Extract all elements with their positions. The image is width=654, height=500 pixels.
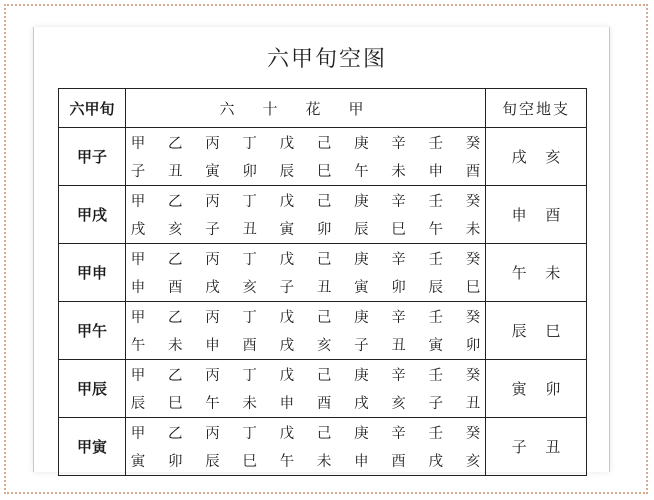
header-empty-branches: 旬空地支 [486, 89, 587, 128]
branch-char: 戌 [279, 338, 295, 354]
branch-char: 戌 [205, 280, 220, 296]
branches-line [126, 331, 485, 359]
stem-char: 戊 [279, 368, 295, 384]
cycle-cell [126, 128, 486, 186]
empty-branches-cell: 申 酉 [486, 186, 587, 244]
stem-char: 庚 [354, 252, 369, 268]
table-body [59, 128, 587, 476]
stem-char: 壬 [428, 194, 443, 210]
stem-char: 丁 [242, 252, 257, 268]
branch-char: 未 [316, 454, 332, 470]
stem-char: 庚 [354, 136, 369, 152]
stem-char: 庚 [354, 310, 369, 326]
branch-char: 午 [428, 222, 443, 238]
stem-char: 己 [316, 368, 332, 384]
stem-char: 壬 [428, 310, 443, 326]
xun-name-cell: 甲辰 [59, 360, 126, 418]
stem-char: 丁 [242, 136, 257, 152]
cycle-cell [126, 360, 486, 418]
branch-char: 寅 [130, 454, 146, 470]
stem-char: 辛 [391, 252, 406, 268]
stems-line [126, 245, 485, 273]
branches-line [126, 273, 485, 301]
stem-char: 丙 [205, 194, 220, 210]
xun-kong-table [58, 88, 587, 476]
table-header-row [59, 89, 587, 128]
xun-name-cell: 甲申 [59, 244, 126, 302]
branch-char: 未 [391, 164, 406, 180]
branch-char: 未 [242, 396, 257, 412]
header-cycle: 六十花甲 [126, 89, 486, 128]
stem-char: 己 [316, 252, 332, 268]
stem-char: 己 [316, 194, 332, 210]
stem-char: 乙 [167, 194, 183, 210]
cycle-cell [126, 418, 486, 476]
branch-char: 申 [279, 396, 295, 412]
stems-line [126, 187, 485, 215]
stem-char: 丙 [205, 252, 220, 268]
branch-char: 午 [205, 396, 220, 412]
branch-char: 寅 [279, 222, 295, 238]
stem-char: 癸 [465, 310, 481, 326]
branch-char: 午 [279, 454, 295, 470]
stem-char: 丁 [242, 194, 257, 210]
stems-line [126, 303, 485, 331]
stem-char: 己 [316, 310, 332, 326]
stems-line [126, 361, 485, 389]
stems-line [126, 129, 485, 157]
branch-char: 午 [130, 338, 146, 354]
branch-char: 辰 [354, 222, 369, 238]
stem-char: 辛 [391, 426, 406, 442]
branches-line [126, 157, 485, 185]
branches-line [126, 215, 485, 243]
branch-char: 寅 [205, 164, 220, 180]
branch-char: 子 [354, 338, 369, 354]
table-row [59, 128, 587, 186]
branch-char: 丑 [242, 222, 257, 238]
branch-char: 寅 [428, 338, 443, 354]
stem-char: 壬 [428, 426, 443, 442]
stem-char: 壬 [428, 252, 443, 268]
stem-char: 甲 [130, 252, 146, 268]
stem-char: 甲 [130, 368, 146, 384]
stem-char: 丙 [205, 368, 220, 384]
stem-char: 戊 [279, 252, 295, 268]
branch-char: 卯 [316, 222, 332, 238]
branch-char: 未 [167, 338, 183, 354]
stem-char: 甲 [130, 426, 146, 442]
xun-name-cell: 甲戌 [59, 186, 126, 244]
branches-line [126, 389, 485, 417]
stem-char: 丁 [242, 310, 257, 326]
stem-char: 癸 [465, 252, 481, 268]
stem-char: 甲 [130, 194, 146, 210]
stem-char: 癸 [465, 136, 481, 152]
branch-char: 子 [130, 164, 146, 180]
branch-char: 丑 [316, 280, 332, 296]
branch-char: 辰 [130, 396, 146, 412]
table-row [59, 418, 587, 476]
stem-char: 丁 [242, 368, 257, 384]
branch-char: 子 [279, 280, 295, 296]
branch-char: 卯 [465, 338, 481, 354]
branch-char: 申 [130, 280, 146, 296]
branch-char: 酉 [242, 338, 257, 354]
cycle-cell [126, 302, 486, 360]
branch-char: 申 [205, 338, 220, 354]
empty-branches-cell: 子 丑 [486, 418, 587, 476]
branch-char: 申 [354, 454, 369, 470]
xun-name-cell: 甲寅 [59, 418, 126, 476]
stem-char: 辛 [391, 136, 406, 152]
stem-char: 戊 [279, 426, 295, 442]
branch-char: 巳 [391, 222, 406, 238]
branch-char: 申 [428, 164, 443, 180]
stem-char: 辛 [391, 194, 406, 210]
branch-char: 丑 [167, 164, 183, 180]
branch-char: 巳 [167, 396, 183, 412]
branch-char: 亥 [316, 338, 332, 354]
stem-char: 辛 [391, 310, 406, 326]
branch-char: 酉 [465, 164, 481, 180]
branch-char: 亥 [391, 396, 406, 412]
branch-char: 午 [354, 164, 369, 180]
stem-char: 乙 [167, 136, 183, 152]
branch-char: 丑 [391, 338, 406, 354]
stem-char: 庚 [354, 426, 369, 442]
branch-char: 巳 [316, 164, 332, 180]
table-row [59, 186, 587, 244]
table-row [59, 360, 587, 418]
branch-char: 寅 [354, 280, 369, 296]
stem-char: 乙 [167, 252, 183, 268]
branch-char: 酉 [391, 454, 406, 470]
branch-char: 卯 [167, 454, 183, 470]
stem-char: 甲 [130, 136, 146, 152]
stem-char: 丁 [242, 426, 257, 442]
stem-char: 己 [316, 426, 332, 442]
xun-name-cell: 甲子 [59, 128, 126, 186]
branch-char: 戌 [428, 454, 443, 470]
header-xun: 六甲旬 [59, 89, 126, 128]
branch-char: 戌 [130, 222, 146, 238]
branch-char: 子 [428, 396, 443, 412]
empty-branches-cell: 午 未 [486, 244, 587, 302]
branch-char: 丑 [465, 396, 481, 412]
stem-char: 己 [316, 136, 332, 152]
branch-char: 巳 [465, 280, 481, 296]
branch-char: 巳 [242, 454, 257, 470]
stem-char: 壬 [428, 368, 443, 384]
branch-char: 辰 [428, 280, 443, 296]
stem-char: 戊 [279, 194, 295, 210]
branches-line [126, 447, 485, 475]
branch-char: 辰 [205, 454, 220, 470]
stems-line [126, 419, 485, 447]
stem-char: 癸 [465, 426, 481, 442]
table-row [59, 302, 587, 360]
branch-char: 辰 [279, 164, 295, 180]
branch-char: 卯 [391, 280, 406, 296]
branch-char: 酉 [316, 396, 332, 412]
branch-char: 亥 [167, 222, 183, 238]
stem-char: 丙 [205, 426, 220, 442]
empty-branches-cell: 寅 卯 [486, 360, 587, 418]
table-row [59, 244, 587, 302]
stem-char: 辛 [391, 368, 406, 384]
stem-char: 丙 [205, 136, 220, 152]
branch-char: 亥 [465, 454, 481, 470]
stem-char: 癸 [465, 368, 481, 384]
branch-char: 亥 [242, 280, 257, 296]
stem-char: 壬 [428, 136, 443, 152]
cycle-cell [126, 186, 486, 244]
empty-branches-cell: 辰 巳 [486, 302, 587, 360]
stem-char: 戊 [279, 136, 295, 152]
stem-char: 庚 [354, 194, 369, 210]
branch-char: 子 [205, 222, 220, 238]
stem-char: 庚 [354, 368, 369, 384]
branch-char: 酉 [167, 280, 183, 296]
stem-char: 乙 [167, 310, 183, 326]
branch-char: 未 [465, 222, 481, 238]
stem-char: 戊 [279, 310, 295, 326]
page-title: 六甲旬空图 [266, 47, 387, 72]
stem-char: 甲 [130, 310, 146, 326]
cycle-cell [126, 244, 486, 302]
stem-char: 癸 [465, 194, 481, 210]
branch-char: 戌 [354, 396, 369, 412]
xun-name-cell: 甲午 [59, 302, 126, 360]
stem-char: 丙 [205, 310, 220, 326]
empty-branches-cell: 戌 亥 [486, 128, 587, 186]
branch-char: 卯 [242, 164, 257, 180]
stem-char: 乙 [167, 368, 183, 384]
stem-char: 乙 [167, 426, 183, 442]
